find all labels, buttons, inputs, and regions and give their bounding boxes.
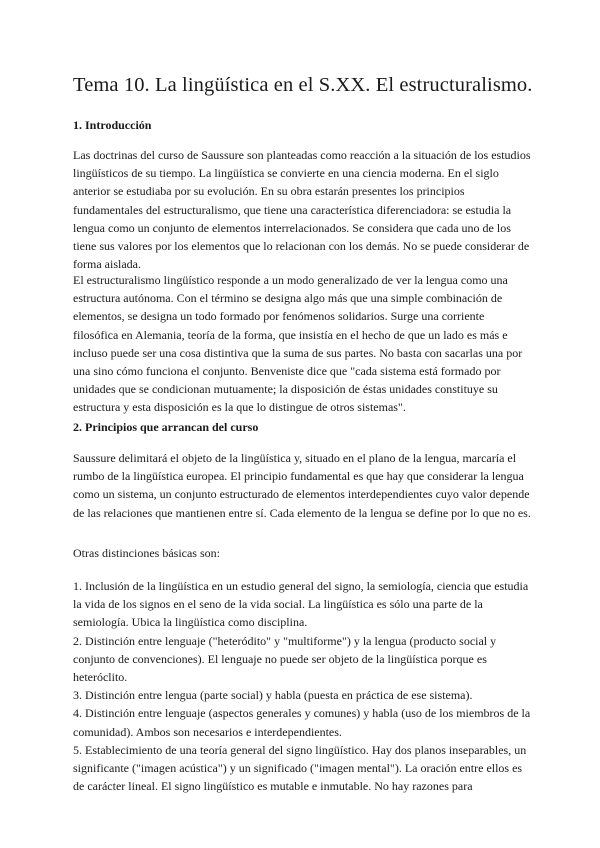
section-heading-principios: 2. Principios que arrancan del curso <box>73 420 259 434</box>
list-item: 4. Distinción entre lenguaje (aspectos generales y comunes) y habla (uso de los miembros de la comunidad). Ambos son necesarios e interdependientes. <box>73 706 531 739</box>
distinctions-list <box>73 577 531 795</box>
list-item: 3. Distinción entre lengua (parte social) y habla (puesta en práctica de ese sistema). <box>73 688 473 703</box>
paragraph-principios-2: Otras distinciones básicas son: <box>73 546 220 560</box>
document-title: Tema 10. La lingüística en el S.XX. El estructuralismo. <box>73 74 533 96</box>
section-heading-introduccion: 1. Introducción <box>73 118 152 132</box>
paragraph-principios-1: Saussure delimitará el objeto de la lingüística y, situado en el plano de la lengua, marcaría el rumbo de la lingüística europea. El principio fundamental es que hay que considerar la lengua como un sistema, un conjunto estructurado de elementos interdependientes cuyo valor depende de las relaciones que mantienen entre sí. Cada elemento de la lengua se define por lo que no es. <box>73 451 531 520</box>
paragraph-intro-2: El estructuralismo lingüístico responde a un modo generalizado de ver la lengua como una estructura autónoma. Con el término se designa algo más que una simple combinación de elementos, se designa un todo formado por fenómenos solidarios. Surge una corriente filosófica en Alemania, teoría de la forma, que insistía en el hecho de que un lado es más e incluso puede ser una cosa distintiva que la suma de sus partes. No basta con sacarlas una por una sino cómo funciona el conjunto. Benveniste dice que "cada sistema está formado por unidades que se condicionan mutuamente; la disposición de éstas unidades constituye su estructura y esta disposición es la que lo distingue de otros sistemas". <box>73 273 523 415</box>
paragraph-intro-1: Las doctrinas del curso de Saussure son planteadas como reacción a la situación de los estudios lingüísticos de su tiempo. La lingüística se convierte en una ciencia moderna. En el siglo anterior se estudiaba por su evolución. En su obra estarán presentes los principios fundamentales del estructuralismo, que tiene una característica diferenciadora: se estudia la lengua como un conjunto de elementos interrelacionados. Se considera que cada uno de los tiene sus valores por los elementos que lo relacionan con los demás. No se puede considerar de forma aislada. <box>73 148 531 272</box>
list-item: 5. Establecimiento de una teoría general del signo lingüístico. Hay dos planos inseparables, un significante ("imagen acústica") y un significado ("imagen mental"). La oración entre ellos es de carácter lineal. El signo lingüístico es mutable e inmutable. No hay razones para <box>73 742 527 794</box>
list-item: 1. Inclusión de la lingüística en un estudio general del signo, la semiología, ciencia que estudia la vida de los signos en el seno de la vida social. La lingüística es sólo una parte de la semiología. Ubica la lingüística como disciplina. <box>73 579 529 630</box>
list-item: 2. Distinción entre lenguaje ("heteródito" y "multiforme") y la lengua (producto social y conjunto de convenciones). El lenguaje no puede ser objeto de la lingüística porque es heteróclito. <box>73 633 497 685</box>
